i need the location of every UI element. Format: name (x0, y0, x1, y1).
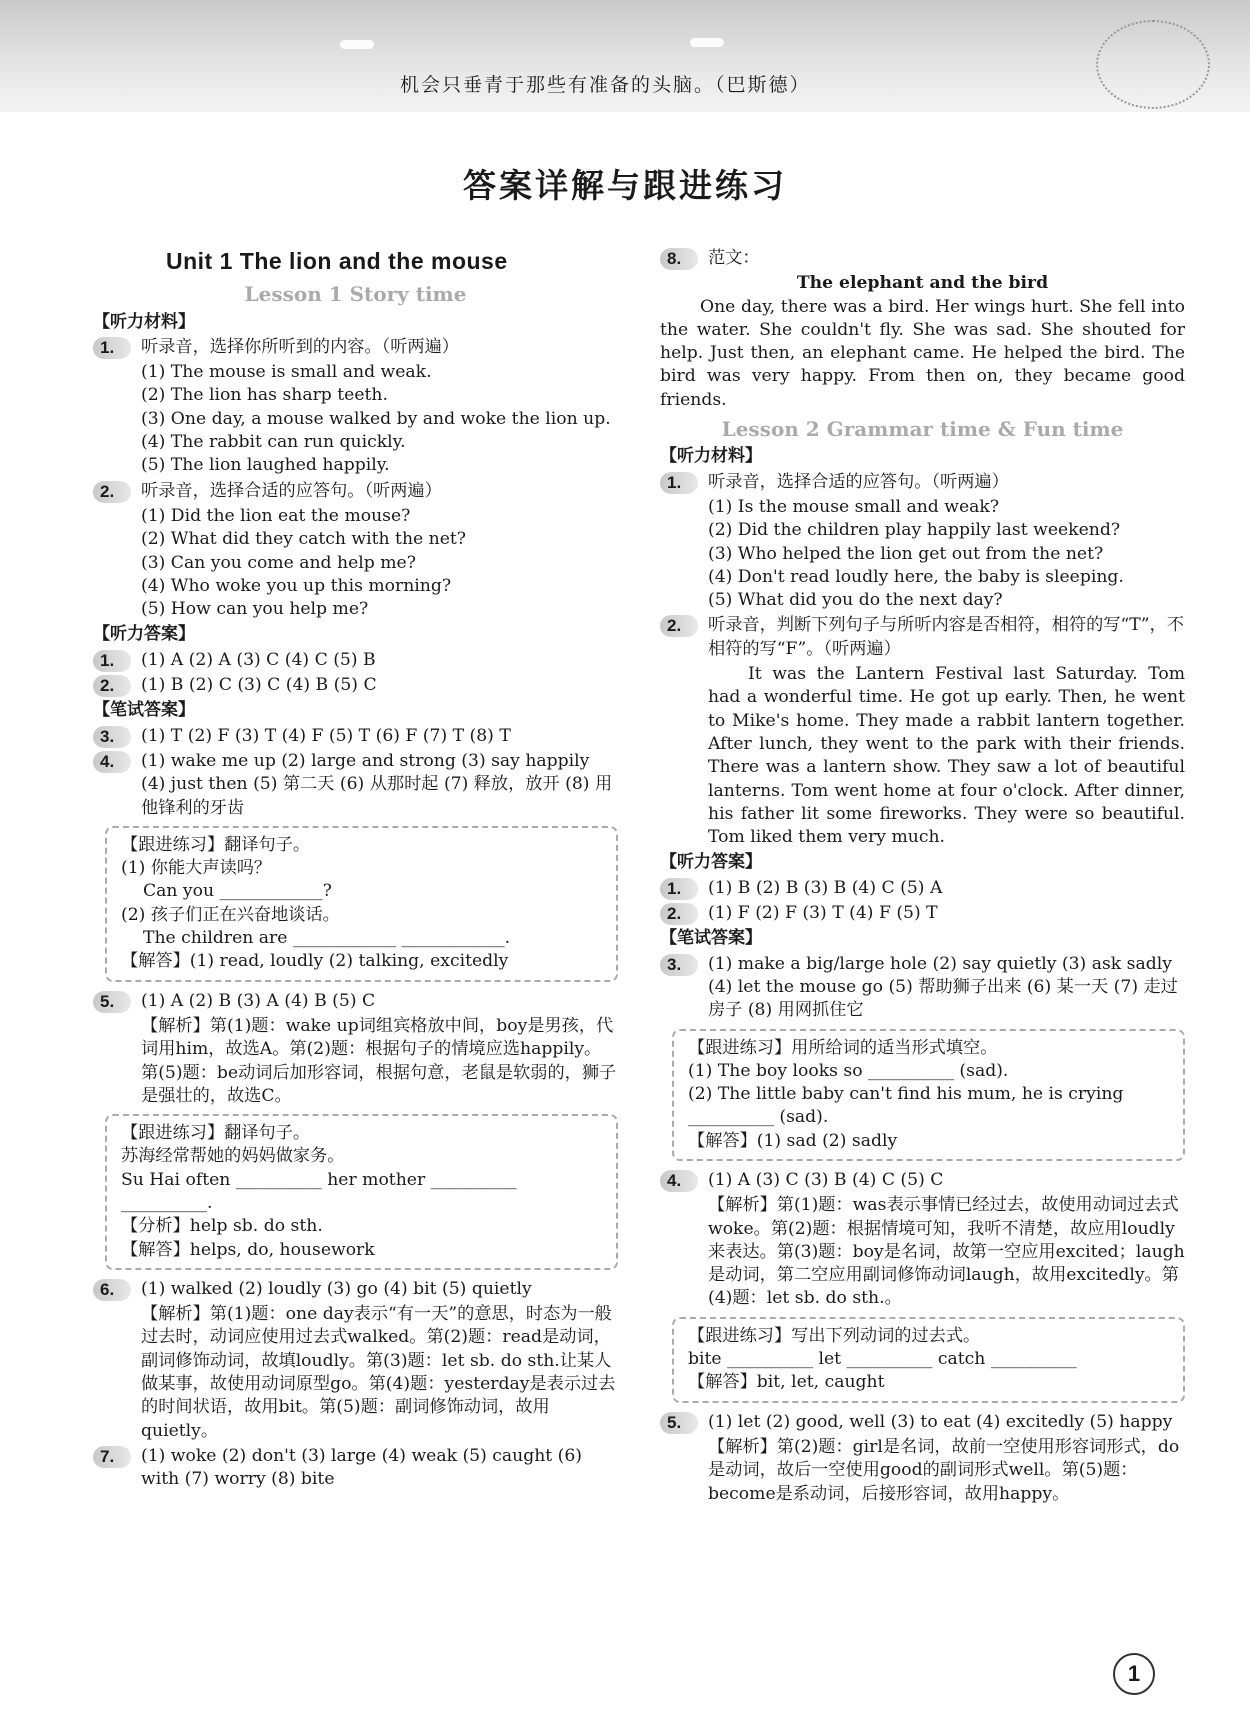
list-item: (3) One day, a mouse walked by and woke the lion up. (141, 408, 611, 429)
question-items (93, 361, 618, 477)
question-number: 4. (93, 751, 131, 773)
list-item: (2) Did the children play happily last weekend? (708, 520, 1121, 541)
tree-decoration (1096, 20, 1210, 109)
practice-line: (1) The boy looks so __________ (sad). (688, 1060, 1009, 1081)
page-header (0, 0, 1250, 112)
section-heading: 【听力材料】 (93, 311, 195, 332)
left-column (93, 245, 618, 1494)
practice-line: Su Hai often __________ her mother __________ __________. (121, 1169, 517, 1213)
question-text: 听录音，选择你所听到的内容。（听两遍） (141, 336, 459, 357)
essay-title: The elephant and the bird (796, 273, 1049, 294)
list-item: (5) The lion laughed happily. (141, 455, 390, 476)
question-number: 6. (93, 1279, 131, 1301)
header-motto: 机会只垂青于那些有准备的头脑。（巴斯德） (400, 74, 811, 96)
list-item: (3) Who helped the lion get out from the net? (708, 543, 1104, 564)
answer-1 (660, 877, 1185, 900)
analysis-text: 【解析】第(1)题：wake up词组宾格放中间，boy是男孩，代词用him，故选A。第(2)题：根据句子的情境应选happily。第(5)题：be动词后加形容词，根据句意，老鼠是软弱的，狮子是强壮的，故选C。 (141, 1015, 617, 1106)
practice-line: bite __________ let __________ catch __________ (688, 1349, 1077, 1370)
answer-3 (660, 953, 1185, 1023)
question-number: 4. (660, 1170, 698, 1192)
analysis-text: 【解析】第(1)题：was表示事情已经过去，故使用动词过去式woke。第(2)题：根据情境可知，我听不清楚，故应用loudly来表达。第(3)题：boy是名词，故第一空应用excited；laugh是动词，第二空应用副词修饰动词laugh，故用excitedly。第(4)题：let sb. do sth.。 (708, 1195, 1185, 1309)
list-item: (2) What did they catch with the net? (141, 529, 467, 550)
list-item: (4) Don't read loudly here, the baby is sleeping. (708, 566, 1124, 587)
question-text: 听录音，判断下列句子与所听内容是否相符，相符的写“T”，不相符的写“F”。（听两遍） (708, 615, 1184, 659)
list-item: (1) Did the lion eat the mouse? (141, 505, 411, 526)
answer-text: (1) T (2) F (3) T (4) F (5) T (6) F (7) T (8) T (141, 725, 511, 746)
question-items (93, 505, 618, 621)
answer-4 (93, 750, 618, 820)
question-number: 3. (93, 726, 131, 748)
answer-text: (1) A (2) B (3) A (4) B (5) C (141, 990, 376, 1011)
question-number: 2. (93, 481, 131, 503)
answer-2 (660, 902, 1185, 925)
answer-5 (660, 1411, 1185, 1434)
practice-line: (2) The little baby can't find his mum, he is crying __________ (sad). (688, 1084, 1124, 1128)
practice-line: (2) 孩子们正在兴奋地谈话。 (121, 904, 340, 925)
question-2 (660, 614, 1185, 661)
list-item: (4) Who woke you up this morning? (141, 575, 452, 596)
practice-line: Can you ____________? (143, 881, 332, 902)
question-8 (660, 247, 1185, 270)
list-item: (2) The lion has sharp teeth. (141, 385, 388, 406)
question-number: 1. (660, 472, 698, 494)
question-number: 2. (660, 903, 698, 925)
page-number: 1 (1113, 1653, 1155, 1695)
cloud-decoration (340, 40, 374, 49)
answer-text: (1) woke (2) don't (3) large (4) weak (5) caught (6) with (7) worry (8) bite (141, 1445, 583, 1490)
answer-3 (93, 725, 618, 748)
question-number: 2. (93, 675, 131, 697)
question-items (660, 496, 1185, 612)
practice-line: (1) 你能大声读吗？ (121, 858, 272, 879)
listening-passage: It was the Lantern Festival last Saturday. Tom had a wonderful time. He got up early. Then, he went to Mike's home. They made a rabbit lantern together. After lunch, they went to the park with their friends. There was a lantern show. They saw a lot of beautiful lanterns. Tom went home at four o'clock. After dinner, his father lit some fireworks. They were so beautiful. Tom liked them very much. (708, 664, 1185, 848)
question-number: 1. (660, 878, 698, 900)
answer-6 (93, 1278, 618, 1301)
question-2 (93, 480, 618, 503)
analysis-text: 【解析】第(1)题：one day表示“有一天”的意思，时态为一般过去时，动词应使用过去式walked。第(2)题：read是动词，副词修饰动词，故填loudly。第(3)题：let sb. do sth.让某人做某事，故使用动词原型go。第(4)题：yesterday是表示过去的时间状语，故用bit。第(5)题：副词修饰动词，故用quietly。 (141, 1304, 616, 1441)
unit-title: Unit 1 The lion and the mouse (166, 248, 508, 274)
lesson-title: Lesson 2 Grammar time & Fun time (721, 417, 1124, 442)
question-number: 2. (660, 615, 698, 637)
practice-answer: 【解答】bit, let, caught (688, 1372, 885, 1393)
practice-line: 苏海经常帮她的妈妈做家务。 (121, 1146, 345, 1167)
practice-answer: 【解答】helps, do, housework (121, 1239, 375, 1260)
answer-4 (660, 1169, 1185, 1192)
answer-text: (1) A (3) C (3) B (4) C (5) C (708, 1169, 944, 1190)
practice-title: 【跟进练习】用所给词的适当形式填空。 (688, 1037, 998, 1058)
practice-answer: 【解答】(1) sad (2) sadly (688, 1130, 898, 1151)
section-heading: 【笔试答案】 (660, 928, 762, 949)
answer-text: (1) B (2) C (3) C (4) B (5) C (141, 675, 377, 696)
answer-text: (1) F (2) F (3) T (4) F (5) T (708, 903, 938, 924)
right-column (660, 245, 1185, 1506)
page-title: 答案详解与跟进练习 (463, 166, 787, 205)
essay-text: One day, there was a bird. Her wings hurt. She fell into the water. She couldn't fly. She was sad. She shouted for help. Just then, an elephant came. He helped the bird. The bird was very happy. From then on, they became good friends. (660, 296, 1185, 410)
lesson-title: Lesson 1 Story time (244, 282, 467, 307)
cloud-decoration (690, 38, 724, 47)
practice-answer: 【解答】(1) read, loudly (2) talking, excitedly (121, 951, 509, 972)
question-number: 1. (93, 650, 131, 672)
question-number: 5. (660, 1412, 698, 1434)
question-number: 3. (660, 954, 698, 976)
question-1 (660, 471, 1185, 494)
practice-box (105, 1114, 618, 1270)
question-number: 7. (93, 1446, 131, 1468)
section-heading: 【笔试答案】 (93, 700, 195, 721)
practice-box (672, 1317, 1185, 1403)
answer-text: (1) walked (2) loudly (3) go (4) bit (5) quietly (141, 1278, 532, 1299)
answer-text: (1) let (2) good, well (3) to eat (4) excitedly (5) happy (708, 1411, 1173, 1432)
practice-title: 【跟进练习】写出下列动词的过去式。 (688, 1325, 981, 1346)
question-text: 听录音，选择合适的应答句。（听两遍） (708, 471, 1009, 492)
answer-text: (1) make a big/large hole (2) say quietly (3) ask sadly (4) let the mouse go (5) 帮助狮子出来 (6) 某一天 (7) 走过房子 (8) 用网抓住它 (708, 953, 1178, 1021)
answer-1 (93, 649, 618, 672)
section-heading: 【听力答案】 (660, 852, 762, 873)
answer-7 (93, 1445, 618, 1492)
practice-box (105, 826, 618, 982)
section-heading: 【听力材料】 (660, 446, 762, 467)
list-item: (4) The rabbit can run quickly. (141, 432, 406, 453)
answer-text: (1) wake me up (2) large and strong (3) say happily (4) just then (5) 第二天 (6) 从那时起 (7) 释放，放开 (8) 用他锋利的牙齿 (141, 750, 613, 818)
question-text: 范文： (708, 248, 760, 268)
answer-2 (93, 674, 618, 697)
answer-text: (1) B (2) B (3) B (4) C (5) A (708, 877, 943, 898)
answer-text: (1) A (2) A (3) C (4) C (5) B (141, 649, 376, 670)
analysis-text: 【解析】第(2)题：girl是名词，故前一空使用形容词形式，do是动词，故后一空使用good的副词形式well。第(5)题：become是系动词，后接形容词，故用happy。 (708, 1436, 1180, 1504)
question-number: 1. (93, 337, 131, 359)
list-item: (1) The mouse is small and weak. (141, 362, 432, 383)
question-text: 听录音，选择合适的应答句。（听两遍） (141, 480, 442, 501)
list-item: (5) How can you help me? (141, 599, 369, 620)
practice-box (672, 1029, 1185, 1161)
question-1 (93, 336, 618, 359)
practice-title: 【跟进练习】翻译句子。 (121, 1123, 311, 1144)
question-number: 8. (660, 248, 698, 270)
answer-5 (93, 990, 618, 1013)
section-heading: 【听力答案】 (93, 624, 195, 645)
list-item: (1) Is the mouse small and weak? (708, 496, 1000, 517)
practice-title: 【跟进练习】翻译句子。 (121, 834, 311, 855)
practice-analysis: 【分析】help sb. do sth. (121, 1216, 323, 1237)
list-item: (5) What did you do the next day? (708, 590, 1003, 611)
question-number: 5. (93, 991, 131, 1013)
practice-line: The children are ____________ ____________. (143, 928, 511, 949)
list-item: (3) Can you come and help me? (141, 552, 416, 573)
